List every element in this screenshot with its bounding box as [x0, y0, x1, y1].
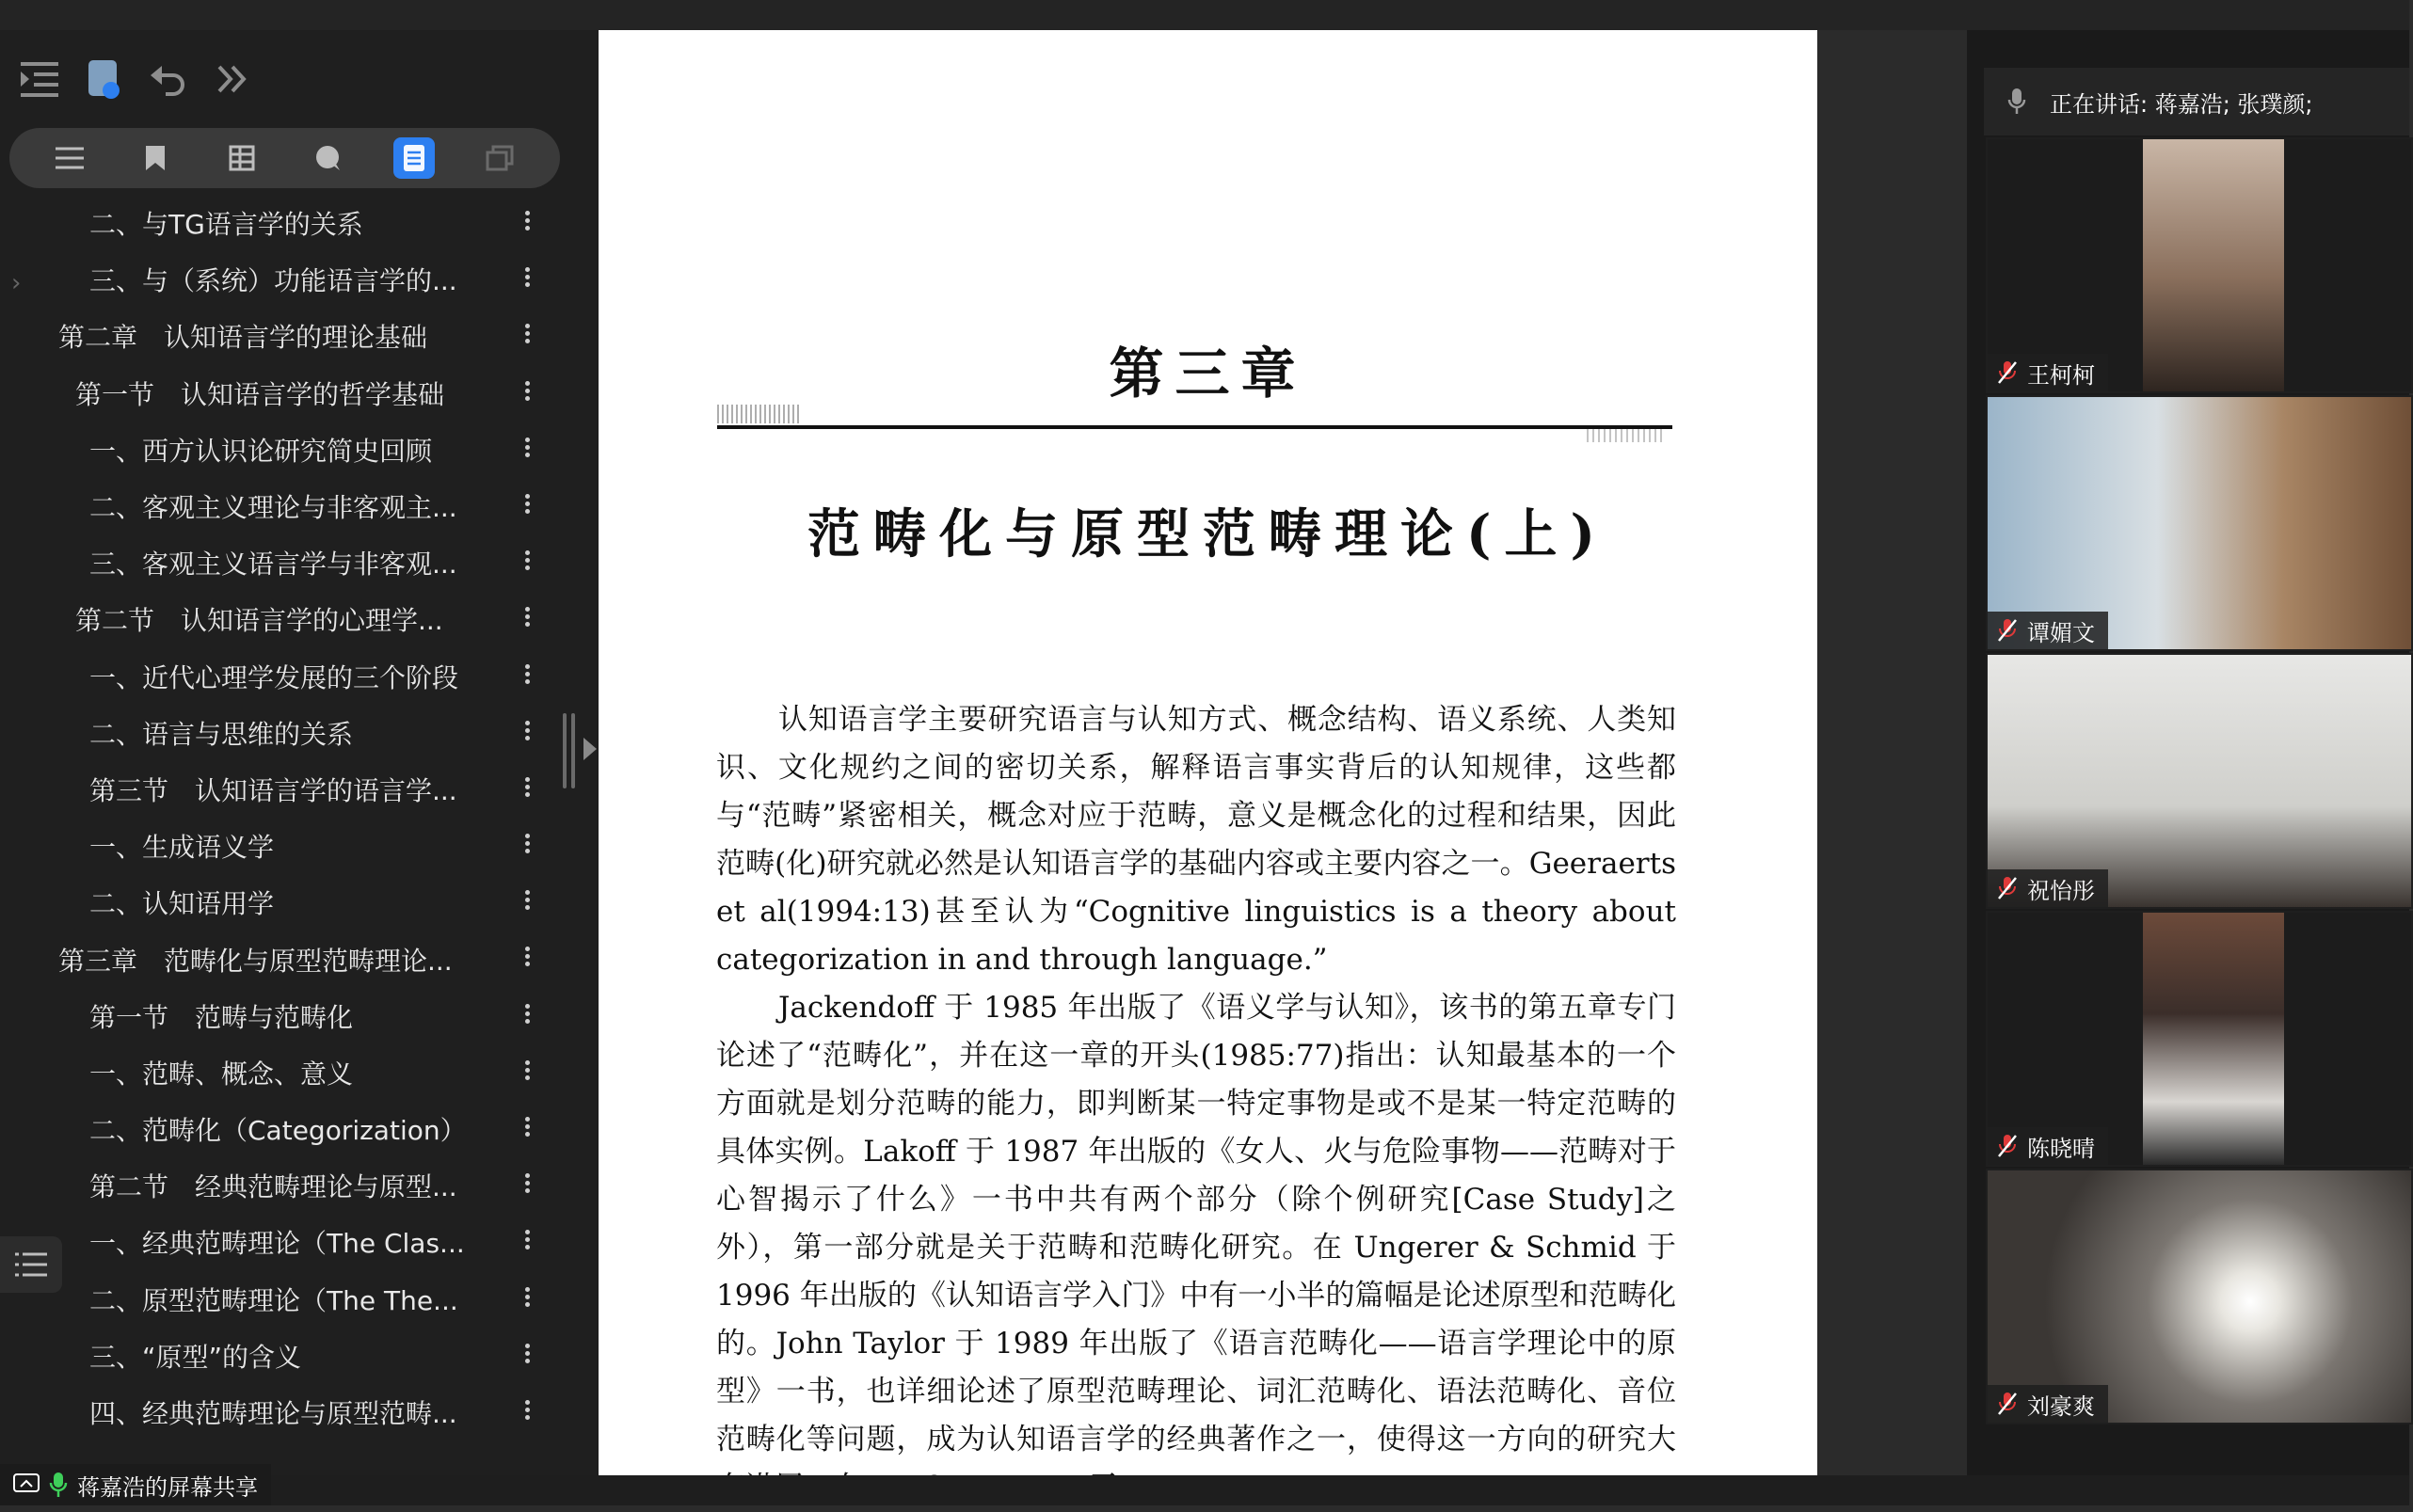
- outline-item[interactable]: [0, 1384, 565, 1440]
- participant-namebar: [1988, 869, 2108, 907]
- outline-item[interactable]: [0, 478, 565, 534]
- outline-item-label: 二、范畴化（Categorization）: [89, 1115, 467, 1147]
- microphone-icon: [1984, 88, 2050, 116]
- outline-item[interactable]: [0, 1157, 565, 1214]
- bottom-bar: [0, 1475, 2409, 1505]
- list-icon[interactable]: [49, 137, 90, 179]
- outline-item-label: 第一节 范畴与范畴化: [89, 1001, 354, 1033]
- participant-tile[interactable]: [1986, 911, 2413, 1167]
- more-icon[interactable]: [522, 491, 532, 521]
- outline-item-label: 三、“原型”的含义: [89, 1341, 302, 1373]
- undo-icon[interactable]: [147, 58, 188, 100]
- top-bar: [0, 0, 2409, 30]
- rule-decoration: [1587, 429, 1662, 442]
- outline-item-label: 一、生成语义学: [89, 832, 275, 864]
- participant-name: 刘豪爽: [2027, 1393, 2095, 1420]
- title-rule: [717, 425, 1672, 429]
- share-label-text: 蒋嘉浩的屏幕共享: [77, 1473, 258, 1501]
- floating-list-button[interactable]: [0, 1236, 62, 1293]
- sidebar-toolbar: [19, 51, 252, 107]
- double-chevron-icon[interactable]: [211, 58, 252, 100]
- outline-icon[interactable]: [393, 137, 435, 179]
- document-body: [716, 696, 1676, 1512]
- outline-item[interactable]: [0, 422, 565, 478]
- outline-sidebar: [0, 30, 612, 1475]
- more-icon[interactable]: [522, 604, 532, 634]
- outline-item-label: 二、语言与思维的关系: [89, 718, 354, 750]
- outline-item[interactable]: [0, 591, 565, 647]
- outline-item[interactable]: [0, 1044, 565, 1101]
- list-icon: [15, 1251, 47, 1278]
- more-icon[interactable]: [522, 718, 532, 748]
- outline-item-label: 四、经典范畴理论与原型范畴...: [89, 1398, 457, 1430]
- outline-item[interactable]: [0, 1271, 565, 1328]
- outline-item[interactable]: [0, 251, 565, 308]
- outline-item[interactable]: [0, 365, 565, 422]
- outline-item[interactable]: [0, 195, 565, 251]
- participant-name: 祝怡彤: [2027, 877, 2095, 904]
- comment-icon[interactable]: [307, 137, 348, 179]
- outline-item-label: 一、西方认识论研究简史回顾: [89, 435, 433, 467]
- collapse-chevron-icon[interactable]: ›: [11, 269, 22, 297]
- muted-mic-icon: [1997, 1134, 2018, 1158]
- participant-name: 陈晓晴: [2027, 1135, 2095, 1162]
- outline-item[interactable]: [0, 1328, 565, 1384]
- outline-item[interactable]: [0, 874, 565, 931]
- table-icon[interactable]: [221, 137, 263, 179]
- outline-item[interactable]: [0, 988, 565, 1044]
- outline-item-label: 二、认知语用学: [89, 888, 275, 920]
- outline-item[interactable]: [0, 308, 565, 364]
- more-icon[interactable]: [522, 1001, 532, 1031]
- participant-name: 谭媚文: [2027, 619, 2095, 646]
- outline-item[interactable]: [0, 761, 565, 818]
- outline-item[interactable]: [0, 534, 565, 591]
- more-icon[interactable]: [522, 661, 532, 692]
- document-page: [599, 30, 1817, 1475]
- participant-tile[interactable]: [1986, 1169, 2413, 1424]
- more-icon[interactable]: [522, 887, 532, 917]
- expand-arrow-icon[interactable]: [583, 738, 597, 760]
- paragraph: Jackendoff 于 1985 年出版了《语义学与认知》，该书的第五章专门论述了“范畴化”，并在这一章的开头(1985:77)指出：认知最基本的一个方面就是划分范畴的能力，即判断某一特定事物是或不是某一特定范畴的具体实例。Lakoff 于 1987 年出版的《女人、火与危险事物——范畴对于心智揭示了什么》一书中共有两个部分（除个例研究[Case Study]之外），第一部分就是关于范畴和范畴化研究。在 Ungerer & Schmid 于 1996 年出版的《认知语言学入门》中有一小半的篇幅是论述原型和范畴化的。John Taylor 于 1989 年出版了《语言范畴化——语言学理论中的原型》一书，也详细论述了原型范畴理论、词汇范畴化、语法范畴化、音位范畴化等问题，成为认知语言学的经典著作之一，使得这一方向的研究大: [716, 991, 1676, 1456]
- participant-video: [2143, 139, 2284, 391]
- outline-item-label: 第一节 认知语言学的哲学基础: [75, 378, 445, 410]
- outline-item-label: 三、客观主义语言学与非客观...: [89, 549, 457, 581]
- outline-item-label: 第三节 认知语言学的语言学...: [89, 774, 457, 806]
- more-icon[interactable]: [522, 1114, 532, 1144]
- outline-list: [0, 195, 565, 1440]
- outline-item[interactable]: [0, 1214, 565, 1270]
- more-icon[interactable]: [522, 1341, 532, 1371]
- paragraph: 认知语言学主要研究语言与认知方式、概念结构、语义系统、人类知识、文化规约之间的密切关系，解释语言事实背后的认知规律，这些都与“范畴”紧密相关，概念对应于范畴，意义是概念化的过程和结果，因此范畴(化)研究就必然是认知语言学的基础内容或主要内容之一。Geeraerts et al(1994:13)甚至认为“Cognitive linguistics is a theory about categorization in and through language.”: [716, 703, 1676, 977]
- speaking-label: 正在讲话: 蒋嘉浩; 张璞颜;: [2050, 90, 2313, 118]
- outline-item-label: 二、与TG语言学的关系: [89, 209, 363, 241]
- outline-item-label: 一、经典范畴理论（The Clas...: [89, 1228, 465, 1260]
- participant-namebar: [1988, 1385, 2108, 1423]
- muted-mic-icon: [1997, 1392, 2018, 1416]
- muted-mic-icon: [1997, 618, 2018, 643]
- more-icon[interactable]: [522, 321, 532, 351]
- participant-namebar: [1988, 612, 2108, 649]
- more-icon[interactable]: [522, 548, 532, 578]
- more-icon[interactable]: [522, 1284, 532, 1314]
- outline-item-label: 一、近代心理学发展的三个阶段: [89, 661, 459, 693]
- microphone-icon: [49, 1472, 68, 1498]
- participant-video: [2143, 913, 2284, 1165]
- more-icon[interactable]: [522, 208, 532, 238]
- more-icon[interactable]: [522, 944, 532, 974]
- outline-item-label: 第三章 范畴化与原型范畴理论...: [58, 945, 453, 977]
- outline-item-label: 二、原型范畴理论（The The...: [89, 1284, 458, 1316]
- muted-mic-icon: [1997, 876, 2018, 900]
- outline-item-label: 一、范畴、概念、意义: [89, 1058, 354, 1090]
- screen-share-label: [0, 1464, 271, 1505]
- outline-item-label: 第二节 认知语言学的心理学...: [75, 605, 443, 637]
- rule-decoration: [717, 405, 802, 423]
- participant-tile[interactable]: [1986, 653, 2413, 909]
- muted-mic-icon: [1997, 360, 2018, 385]
- section-title: 范畴化与原型范畴理论(上): [807, 503, 1608, 565]
- more-icon[interactable]: [522, 774, 532, 804]
- outline-item[interactable]: [0, 1101, 565, 1157]
- outline-item-label: 第二章 认知语言学的理论基础: [58, 322, 428, 354]
- more-icon[interactable]: [522, 1227, 532, 1257]
- outline-item[interactable]: [0, 931, 565, 987]
- more-icon[interactable]: [522, 435, 532, 465]
- more-icon[interactable]: [522, 1058, 532, 1088]
- bookmark-icon[interactable]: [135, 137, 176, 179]
- speaking-indicator: [1984, 68, 2409, 135]
- participant-name: 王柯柯: [2027, 361, 2095, 389]
- sidebar-tabs: [9, 128, 560, 188]
- outline-item-label: 二、客观主义理论与非客观主...: [89, 492, 457, 524]
- outline-toggle-icon[interactable]: [19, 58, 60, 100]
- chapter-title: 第三章: [1109, 342, 1307, 406]
- participant-tile[interactable]: [1986, 137, 2413, 393]
- participant-namebar: [1988, 354, 2108, 391]
- participant-tile[interactable]: [1986, 395, 2413, 651]
- more-icon[interactable]: [522, 1397, 532, 1427]
- outline-item-label: 第二节 经典范畴理论与原型...: [89, 1171, 457, 1203]
- outline-item[interactable]: [0, 705, 565, 761]
- outline-item-label: 三、与（系统）功能语言学的...: [89, 265, 457, 297]
- more-icon[interactable]: [522, 831, 532, 861]
- copy-icon[interactable]: [479, 137, 520, 179]
- participant-namebar: [1988, 1127, 2108, 1165]
- outline-item[interactable]: [0, 818, 565, 874]
- screen-share-icon: [13, 1473, 40, 1496]
- page-icon[interactable]: [83, 58, 124, 100]
- more-icon[interactable]: [522, 1170, 532, 1201]
- more-icon[interactable]: [522, 378, 532, 408]
- more-icon[interactable]: [522, 264, 532, 294]
- outline-item[interactable]: [0, 648, 565, 705]
- sidebar-resize-handle[interactable]: [563, 713, 576, 788]
